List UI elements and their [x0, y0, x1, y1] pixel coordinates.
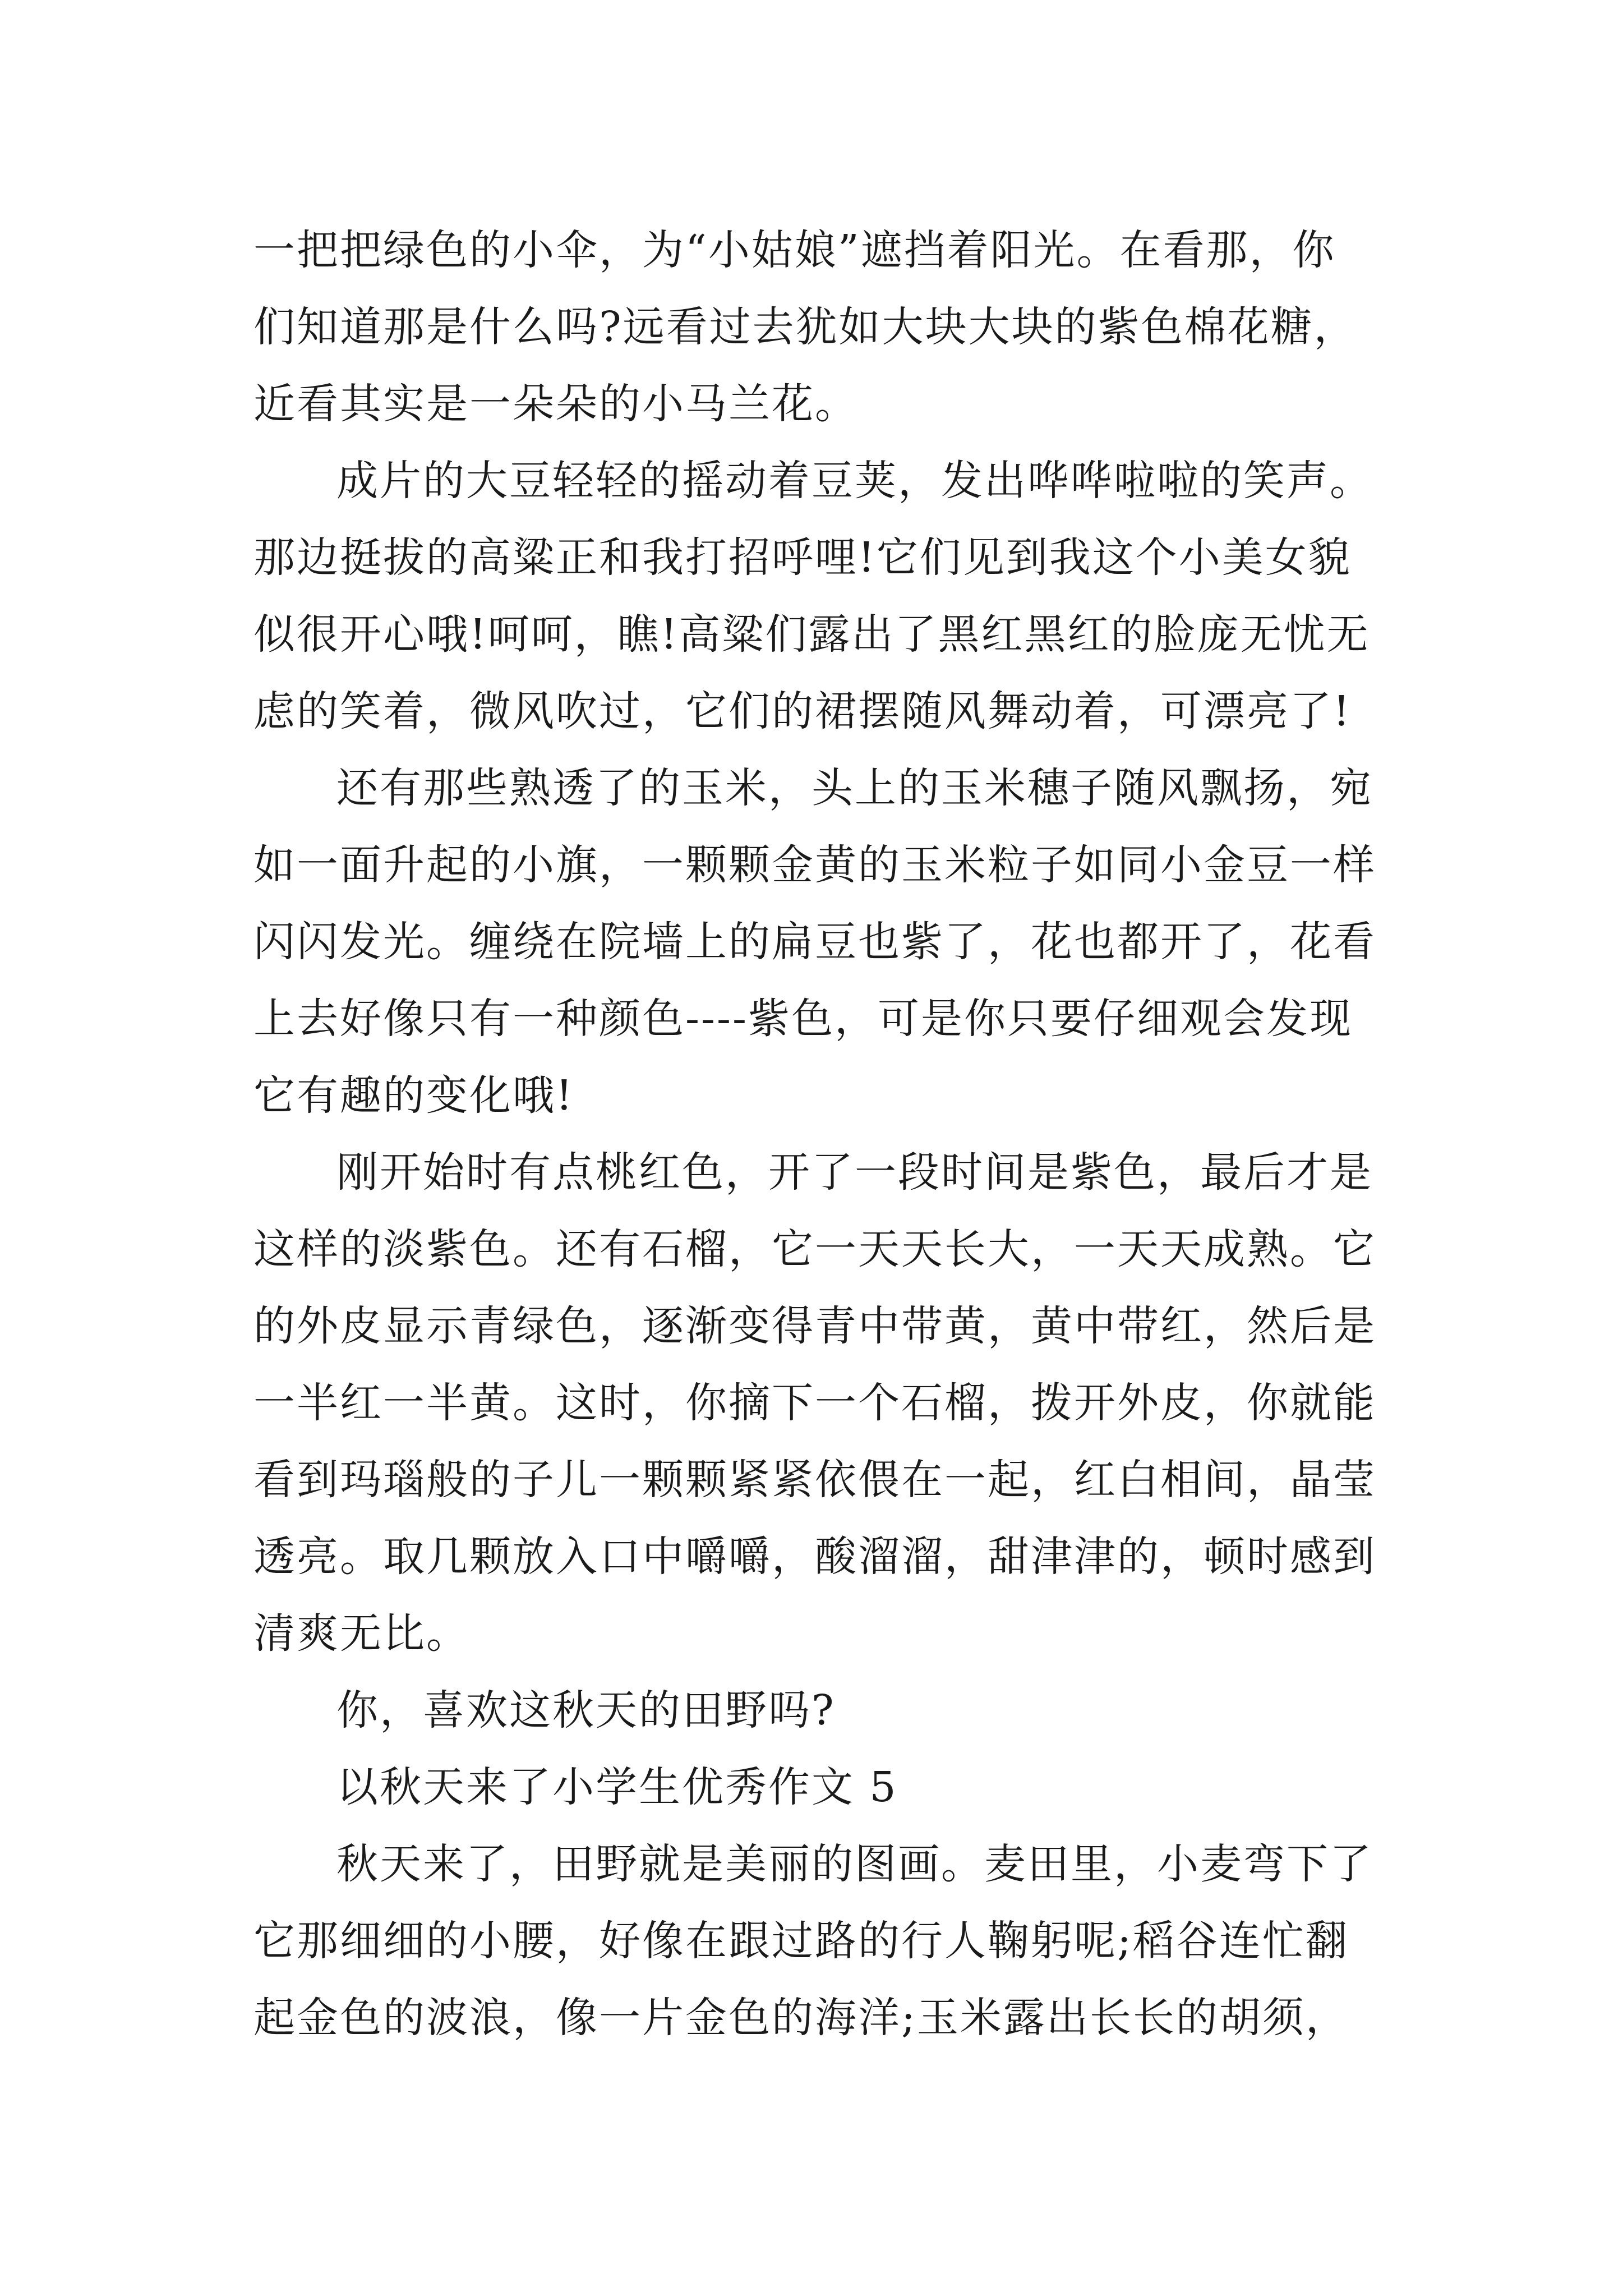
text-line: 还有那些熟透了的玉米，头上的玉米穗子随风飘扬，宛: [336, 764, 1373, 812]
text-line: 清爽无比。: [253, 1609, 469, 1658]
text-line: 一半红一半黄。这时，你摘下一个石榴，拨开外皮，你就能: [253, 1379, 1376, 1427]
text-line: 成片的大豆轻轻的摇动着豆荚，发出哗哗啦啦的笑声。: [336, 457, 1373, 505]
document-body: [253, 212, 1398, 2056]
text-line: 似很开心哦!呵呵，瞧!高粱们露出了黑红黑红的脸庞无忧无: [253, 610, 1370, 659]
text-line: 秋天来了，田野就是美丽的图画。麦田里，小麦弯下了: [336, 1840, 1373, 1888]
text-line: 上去好像只有一种颜色----紫色，可是你只要仔细观会发现: [253, 995, 1353, 1043]
text-line: 这样的淡紫色。还有石榴，它一天天长大，一天天成熟。它: [253, 1225, 1376, 1273]
text-line: 你，喜欢这秋天的田野吗?: [336, 1686, 836, 1734]
text-line: 刚开始时有点桃红色，开了一段时间是紫色，最后才是: [336, 1148, 1373, 1197]
text-line: 闪闪发光。缠绕在院墙上的扁豆也紫了，花也都开了，花看: [253, 918, 1376, 966]
text-line: 近看其实是一朵朵的小马兰花。: [253, 380, 858, 428]
text-line: 的外皮显示青绿色，逐渐变得青中带黄，黄中带红，然后是: [253, 1302, 1376, 1350]
text-line: 透亮。取几颗放入口中嚼嚼，酸溜溜，甜津津的，顿时感到: [253, 1533, 1376, 1581]
text-line: 如一面升起的小旗，一颗颗金黄的玉米粒子如同小金豆一样: [253, 841, 1376, 889]
text-line: 以秋天来了小学生优秀作文 5: [336, 1763, 898, 1811]
text-line: 它有趣的变化哦!: [253, 1071, 574, 1120]
text-line: 一把把绿色的小伞，为“小姑娘”遮挡着阳光。在看那，你: [253, 226, 1336, 274]
text-line: 它那细细的小腰，好像在跟过路的行人鞠躬呢;稻谷连忙翻: [253, 1917, 1349, 1965]
text-line: 那边挺拔的高粱正和我打招呼哩!它们见到我这个小美女貌: [253, 533, 1352, 582]
text-line: 们知道那是什么吗?远看过去犹如大块大块的紫色棉花糖，: [253, 303, 1357, 351]
text-line: 虑的笑着，微风吹过，它们的裙摆随风舞动着，可漂亮了!: [253, 687, 1352, 735]
text-line: 看到玛瑙般的子儿一颗颗紧紧依偎在一起，红白相间，晶莹: [253, 1456, 1376, 1504]
text-line: 起金色的波浪，像一片金色的海洋;玉米露出长长的胡须，: [253, 1994, 1349, 2042]
